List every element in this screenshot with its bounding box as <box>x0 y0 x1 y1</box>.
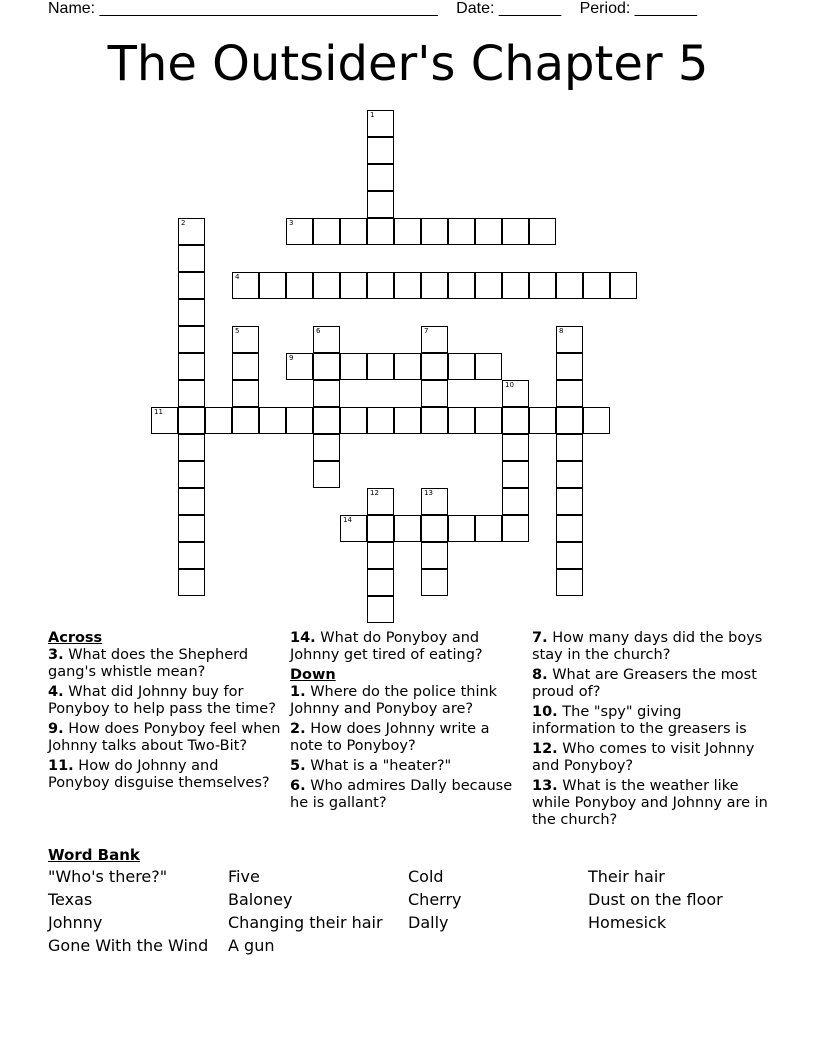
grid-cell[interactable] <box>313 434 340 461</box>
grid-cell[interactable] <box>286 272 313 299</box>
grid-cell[interactable] <box>394 272 421 299</box>
grid-cell[interactable] <box>259 407 286 434</box>
grid-cell[interactable] <box>421 542 448 569</box>
grid-cell[interactable] <box>367 515 394 542</box>
grid-cell[interactable] <box>232 380 259 407</box>
clue-number: 12 <box>370 489 379 497</box>
grid-cell[interactable] <box>475 407 502 434</box>
grid-cell[interactable] <box>178 407 205 434</box>
word-bank-item: Johnny <box>48 913 103 932</box>
grid-cell[interactable] <box>313 218 340 245</box>
across-heading: Across <box>48 630 103 646</box>
grid-cell[interactable] <box>178 353 205 380</box>
grid-cell[interactable] <box>556 488 583 515</box>
grid-cell[interactable] <box>313 407 340 434</box>
grid-cell[interactable] <box>421 488 448 515</box>
grid-cell[interactable] <box>421 218 448 245</box>
grid-cell[interactable] <box>475 218 502 245</box>
grid-cell[interactable] <box>232 353 259 380</box>
clue-number: 13 <box>424 489 433 497</box>
clue-across-3: 3. What does the Shepherd gang's whistle mean? <box>48 647 249 680</box>
grid-cell[interactable] <box>367 407 394 434</box>
name-field[interactable]: Name: ______________________________________ <box>48 0 438 17</box>
grid-cell[interactable] <box>178 569 205 596</box>
clue-down-5: 5. What is a "heater?" <box>290 758 452 774</box>
grid-cell[interactable] <box>367 272 394 299</box>
clue-down-2: 2. How does Johnny write a note to Ponyboy? <box>290 721 490 754</box>
grid-cell[interactable] <box>340 515 367 542</box>
grid-cell[interactable] <box>232 326 259 353</box>
grid-cell[interactable] <box>286 407 313 434</box>
grid-cell[interactable] <box>394 407 421 434</box>
clue-number: 7 <box>424 327 429 335</box>
clue-down-8: 8. What are Greasers the most proud of? <box>532 667 757 700</box>
grid-cell[interactable] <box>232 407 259 434</box>
down-heading: Down <box>290 667 336 683</box>
grid-cell[interactable] <box>313 461 340 488</box>
grid-cell[interactable] <box>367 542 394 569</box>
grid-cell[interactable] <box>367 218 394 245</box>
grid-cell[interactable] <box>232 272 259 299</box>
grid-cell[interactable] <box>313 380 340 407</box>
grid-cell[interactable] <box>394 353 421 380</box>
clue-number: 5 <box>235 327 240 335</box>
grid-cell[interactable] <box>556 569 583 596</box>
grid-cell[interactable] <box>151 407 178 434</box>
clues-column-1 <box>48 630 283 795</box>
grid-cell[interactable] <box>313 272 340 299</box>
grid-cell[interactable] <box>583 272 610 299</box>
word-bank-item: Cold <box>408 867 444 886</box>
clue-down-12: 12. Who comes to visit Johnny and Ponyboy? <box>532 741 755 774</box>
grid-cell[interactable] <box>502 407 529 434</box>
clue-across-11: 11. How do Johnny and Ponyboy disguise themselves? <box>48 758 270 791</box>
grid-cell[interactable] <box>313 353 340 380</box>
grid-cell[interactable] <box>502 272 529 299</box>
clue-down-7: 7. How many days did the boys stay in the church? <box>532 630 763 663</box>
word-bank-item: "Who's there?" <box>48 867 168 886</box>
grid-cell[interactable] <box>556 407 583 434</box>
grid-cell[interactable] <box>502 218 529 245</box>
grid-cell[interactable] <box>205 407 232 434</box>
grid-cell[interactable] <box>556 353 583 380</box>
grid-cell[interactable] <box>556 326 583 353</box>
grid-cell[interactable] <box>394 218 421 245</box>
grid-cell[interactable] <box>286 353 313 380</box>
grid-cell[interactable] <box>421 272 448 299</box>
grid-cell[interactable] <box>583 407 610 434</box>
grid-cell[interactable] <box>259 272 286 299</box>
clue-number: 2 <box>181 219 186 227</box>
clue-number: 11 <box>154 408 163 416</box>
word-bank-item: Dally <box>408 913 449 932</box>
word-bank-item: Changing their hair <box>228 913 383 932</box>
grid-cell[interactable] <box>502 461 529 488</box>
grid-cell[interactable] <box>529 407 556 434</box>
word-bank-item: Cherry <box>408 890 462 909</box>
word-bank-item: Dust on the floor <box>588 890 723 909</box>
clue-across-4: 4. What did Johnny buy for Ponyboy to help pass the time? <box>48 684 276 717</box>
word-bank-item: A gun <box>228 936 275 955</box>
grid-cell[interactable] <box>448 515 475 542</box>
grid-cell[interactable] <box>178 461 205 488</box>
grid-cell[interactable] <box>178 245 205 272</box>
grid-cell[interactable] <box>367 353 394 380</box>
clue-across-14: 14. What do Ponyboy and Johnny get tired of eating? <box>290 630 483 663</box>
grid-cell[interactable] <box>475 353 502 380</box>
clue-number: 1 <box>370 111 375 119</box>
clue-number: 8 <box>559 327 564 335</box>
grid-cell[interactable] <box>556 272 583 299</box>
grid-cell[interactable] <box>502 515 529 542</box>
clue-number: 9 <box>289 354 294 362</box>
grid-cell[interactable] <box>421 380 448 407</box>
word-bank-item: Their hair <box>588 867 665 886</box>
grid-cell[interactable] <box>286 218 313 245</box>
grid-cell[interactable] <box>502 380 529 407</box>
grid-cell[interactable] <box>421 569 448 596</box>
grid-cell[interactable] <box>367 569 394 596</box>
grid-cell[interactable] <box>178 380 205 407</box>
grid-cell[interactable] <box>367 596 394 623</box>
clue-number: 6 <box>316 327 321 335</box>
grid-cell[interactable] <box>178 272 205 299</box>
grid-cell[interactable] <box>475 515 502 542</box>
grid-cell[interactable] <box>178 515 205 542</box>
grid-cell[interactable] <box>421 326 448 353</box>
grid-cell[interactable] <box>367 137 394 164</box>
grid-cell[interactable] <box>610 272 637 299</box>
word-bank-item: Baloney <box>228 890 293 909</box>
grid-cell[interactable] <box>556 434 583 461</box>
clue-down-1: 1. Where do the police think Johnny and Ponyboy are? <box>290 684 498 717</box>
grid-cell[interactable] <box>394 515 421 542</box>
clue-number: 10 <box>505 381 514 389</box>
grid-cell[interactable] <box>421 407 448 434</box>
clue-number: 4 <box>235 273 240 281</box>
clue-across-9: 9. How does Ponyboy feel when Johnny talks about Two-Bit? <box>48 721 281 754</box>
grid-cell[interactable] <box>502 434 529 461</box>
grid-cell[interactable] <box>178 434 205 461</box>
grid-cell[interactable] <box>340 353 367 380</box>
grid-cell[interactable] <box>178 488 205 515</box>
grid-cell[interactable] <box>529 218 556 245</box>
grid-cell[interactable] <box>556 515 583 542</box>
clue-down-10: 10. The "spy" giving information to the greasers is <box>532 704 747 737</box>
page-title: The Outsider's Chapter 5 <box>107 36 709 92</box>
word-bank <box>48 868 768 955</box>
grid-cell[interactable] <box>340 407 367 434</box>
clue-number: 14 <box>343 516 352 524</box>
grid-cell[interactable] <box>340 272 367 299</box>
grid-cell[interactable] <box>367 164 394 191</box>
grid-cell[interactable] <box>448 272 475 299</box>
grid-cell[interactable] <box>421 353 448 380</box>
grid-cell[interactable] <box>448 407 475 434</box>
date-field[interactable]: Date: _______ <box>456 0 562 17</box>
grid-cell[interactable] <box>475 272 502 299</box>
clues-column-2 <box>290 630 515 815</box>
grid-cell[interactable] <box>448 218 475 245</box>
grid-cell[interactable] <box>313 326 340 353</box>
grid-cell[interactable] <box>178 299 205 326</box>
word-bank-item: Homesick <box>588 913 667 932</box>
grid-cell[interactable] <box>367 110 394 137</box>
period-field[interactable]: Period: _______ <box>579 0 698 17</box>
clues-column-3 <box>532 630 768 832</box>
grid-cell[interactable] <box>340 218 367 245</box>
clue-down-13: 13. What is the weather like while Ponyboy and Johnny are in the church? <box>532 778 768 828</box>
grid-cell[interactable] <box>529 272 556 299</box>
word-bank-item: Texas <box>48 890 93 909</box>
grid-cell[interactable] <box>178 542 205 569</box>
grid-cell[interactable] <box>178 326 205 353</box>
grid-cell[interactable] <box>367 191 394 218</box>
clue-down-6: 6. Who admires Dally because he is gallant? <box>290 778 513 811</box>
word-bank-item: Gone With the Wind <box>48 936 209 955</box>
word-bank-item: Five <box>228 867 260 886</box>
grid-cell[interactable] <box>421 515 448 542</box>
grid-cell[interactable] <box>556 461 583 488</box>
word-bank-heading: Word Bank <box>48 846 140 864</box>
grid-cell[interactable] <box>556 380 583 407</box>
grid-cell[interactable] <box>502 488 529 515</box>
clue-number: 3 <box>289 219 294 227</box>
grid-cell[interactable] <box>367 488 394 515</box>
grid-cell[interactable] <box>178 218 205 245</box>
grid-cell[interactable] <box>448 353 475 380</box>
grid-cell[interactable] <box>556 542 583 569</box>
